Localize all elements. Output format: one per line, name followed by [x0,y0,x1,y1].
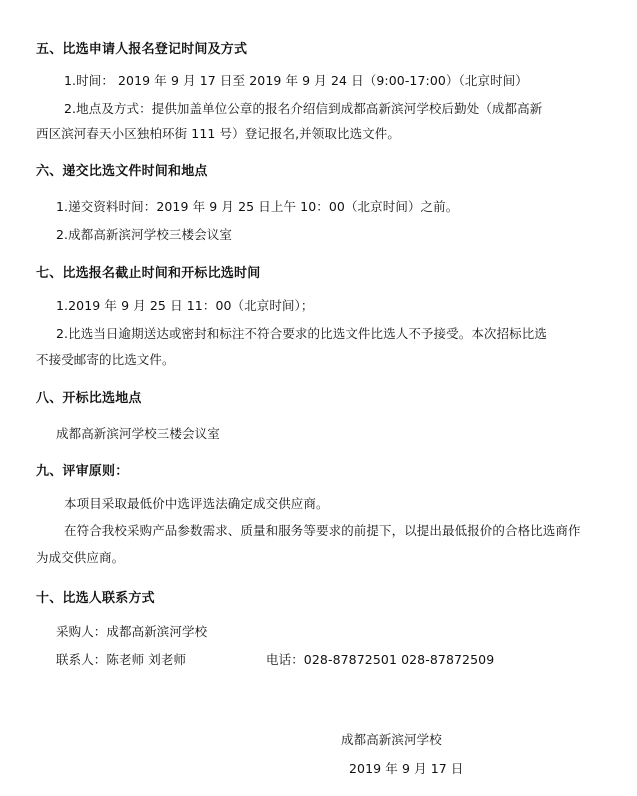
section-10-heading: 十、比选人联系方式 [36,591,155,606]
section-9-line-2: 在符合我校采购产品参数需求、质量和服务等要求的前提下，以提出最低报价的合格比选商作 [64,523,581,538]
section-7-line-3: 不接受邮寄的比选文件。 [36,352,175,367]
section-7-heading: 七、比选报名截止时间和开标比选时间 [36,266,261,281]
section-8-line-1: 成都高新滨河学校三楼会议室 [56,426,220,441]
section-5-heading: 五、比选申请人报名登记时间及方式 [36,42,248,57]
section-9-heading: 九、评审原则： [36,464,129,479]
section-9-line-3: 为成交供应商。 [36,550,125,565]
phone-line: 电话：028-87872501 028-87872509 [266,652,495,667]
contact-person-line: 联系人：陈老师 刘老师 [56,652,187,667]
section-5-line-3: 西区滨河春天小区独柏环街 111 号）登记报名,并领取比选文件。 [36,126,400,141]
section-6-line-2: 2.成都高新滨河学校三楼会议室 [56,227,232,242]
signature-organization: 成都高新滨河学校 [341,732,442,747]
signature-date: 2019 年 9 月 17 日 [349,761,464,776]
section-7-line-2: 2.比选当日逾期送达或密封和标注不符合要求的比选文件比选人不予接受。本次招标比选 [56,326,547,341]
section-7-line-1: 1.2019 年 9 月 25 日 11：00（北京时间）； [56,298,314,313]
section-9-line-1: 本项目采取最低价中选评选法确定成交供应商。 [64,496,329,511]
section-5-line-2: 2.地点及方式：提供加盖单位公章的报名介绍信到成都高新滨河学校后勤处（成都高新 [64,101,543,116]
purchaser-line: 采购人：成都高新滨河学校 [56,624,208,639]
section-5-line-1: 1.时间： 2019 年 9 月 17 日至 2019 年 9 月 24 日（9:00-17:00）（北京时间） [64,73,528,88]
section-6-heading: 六、递交比选文件时间和地点 [36,164,208,179]
section-6-line-1: 1.递交资料时间：2019 年 9 月 25 日上午 10：00（北京时间）之前。 [56,199,459,214]
section-8-heading: 八、开标比选地点 [36,391,142,406]
